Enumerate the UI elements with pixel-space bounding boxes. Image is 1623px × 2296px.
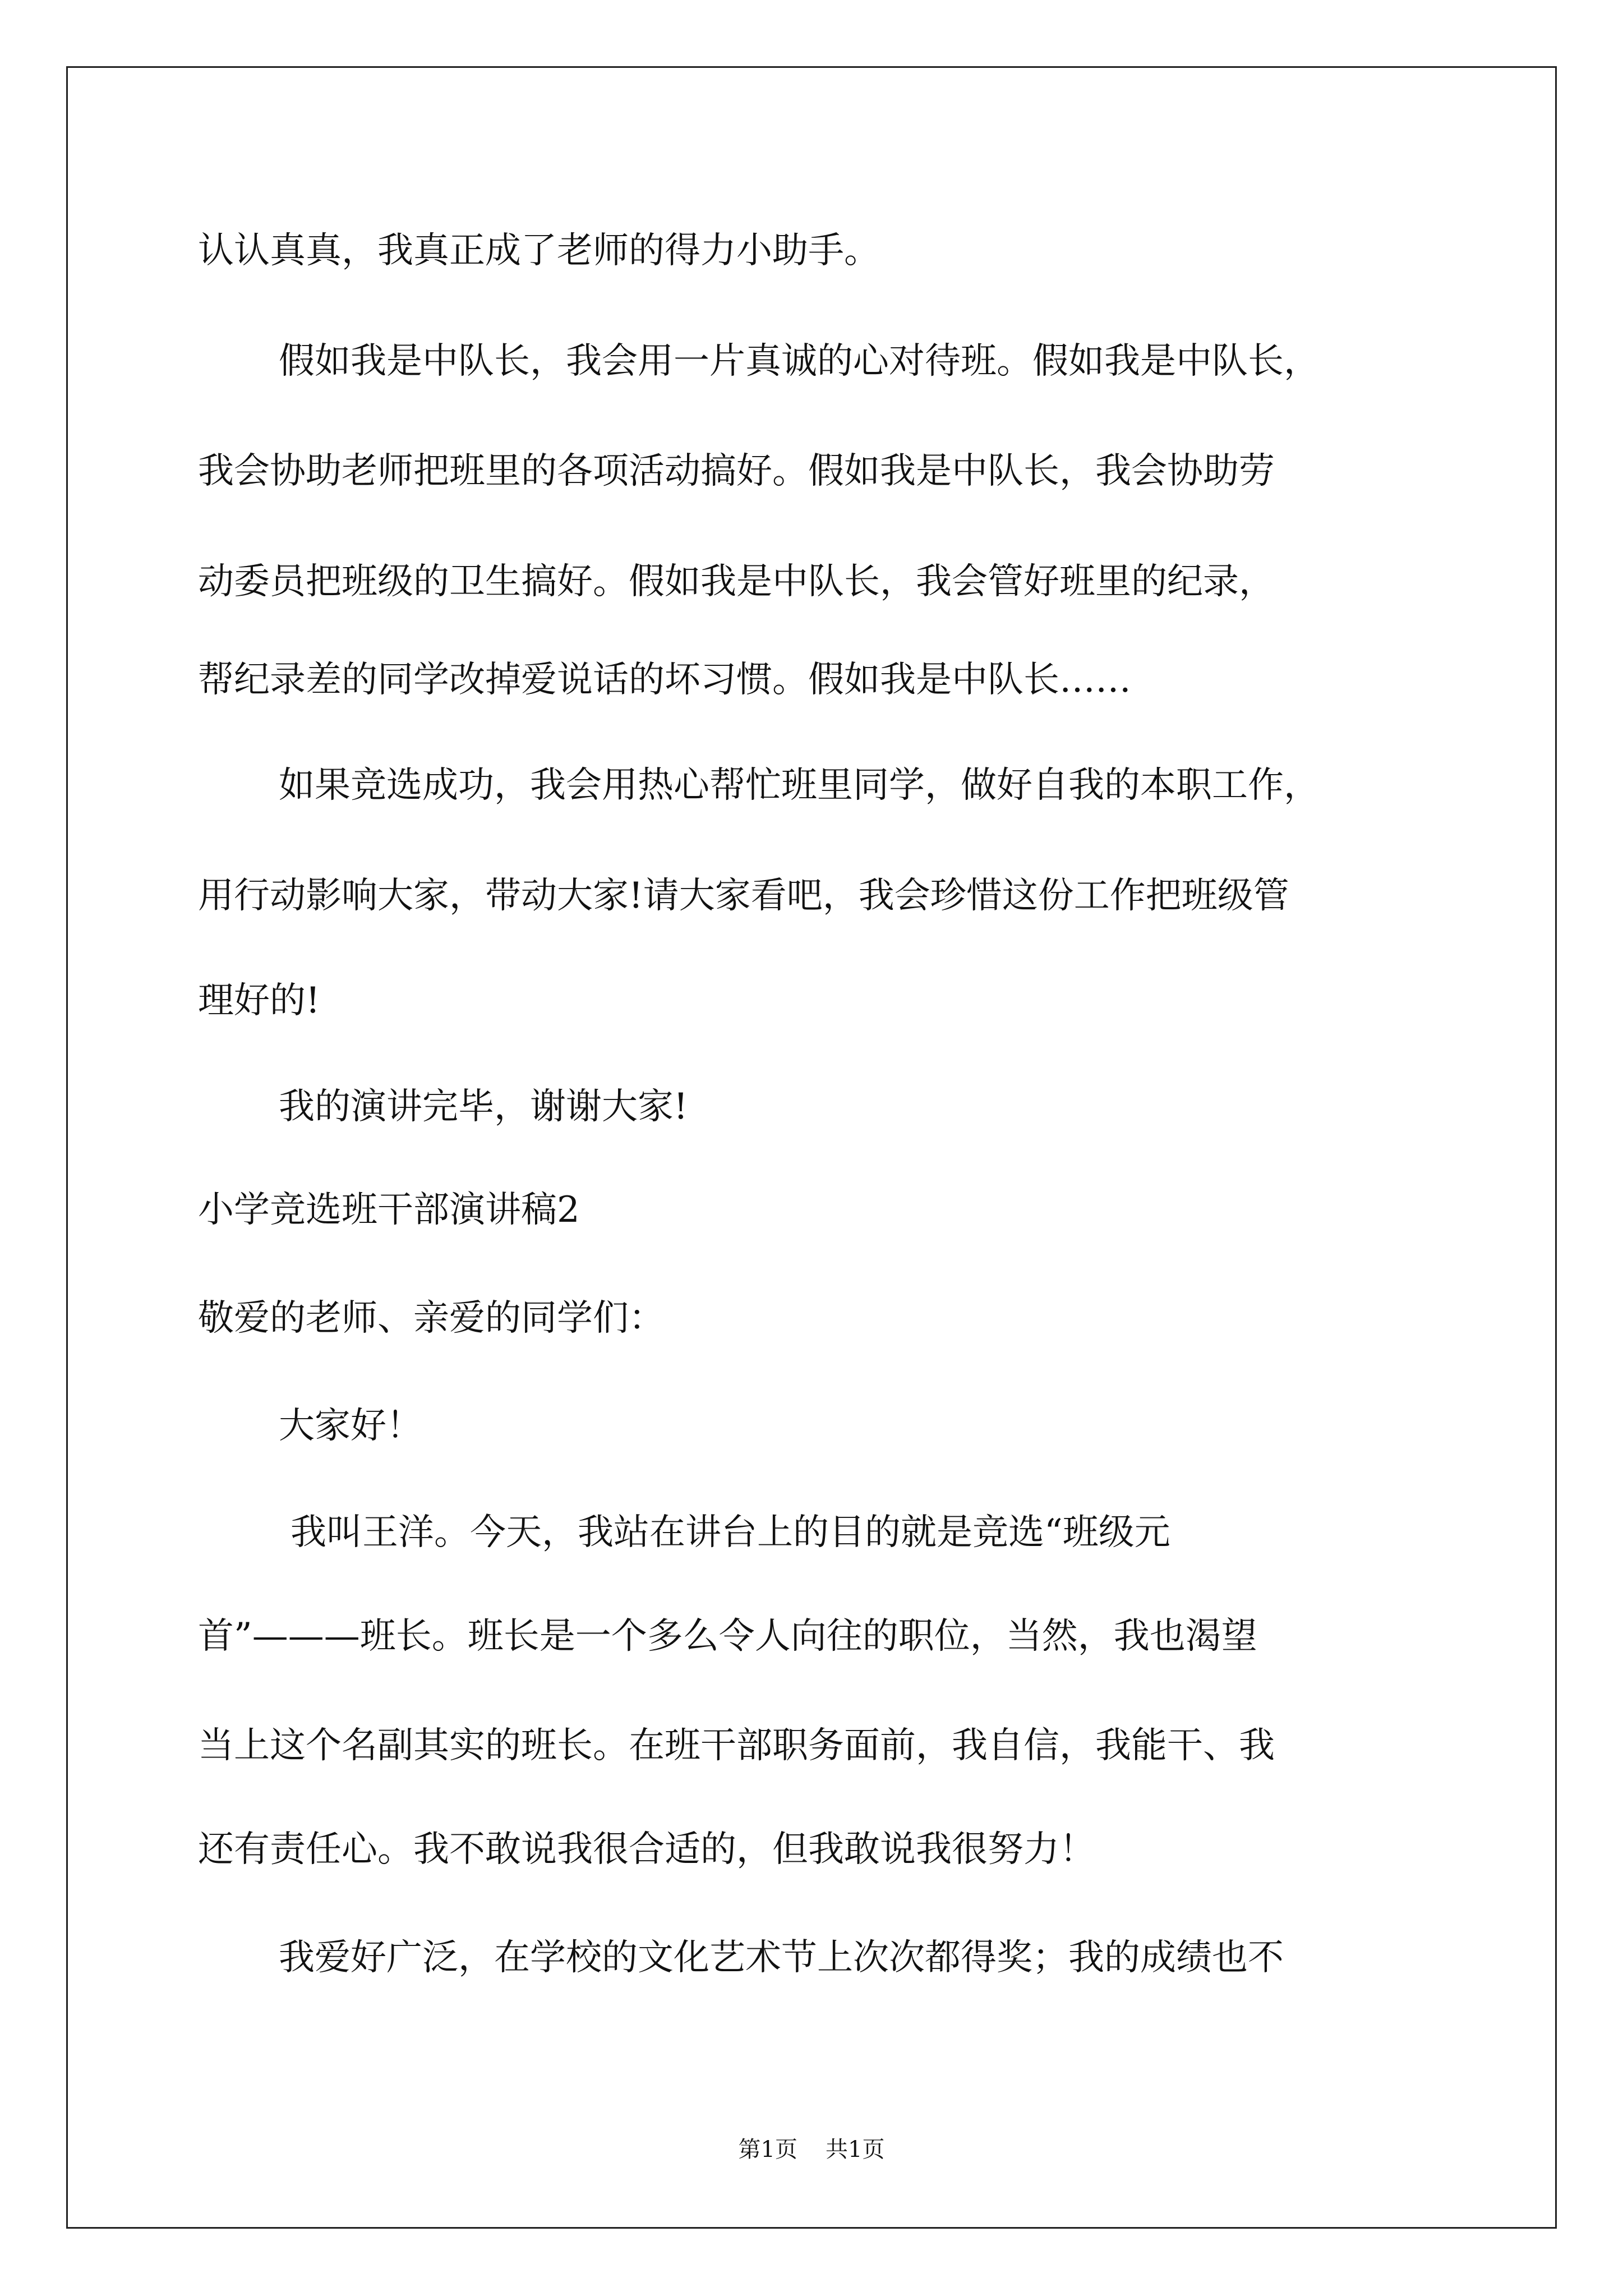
paragraph-line: 当上这个名副其实的班长。在班干部职务面前，我自信，我能干、我: [198, 1725, 1275, 1766]
paragraph-line: 我爱好广泛，在学校的文化艺术节上次次都得奖；我的成绩也不: [279, 1937, 1284, 1978]
paragraph-line: 动委员把班级的卫生搞好。假如我是中队长，我会管好班里的纪录，: [198, 561, 1275, 602]
paragraph-line: 还有责任心。我不敢说我很合适的，但我敢说我很努力！: [198, 1829, 1095, 1870]
greeting: 大家好！: [279, 1405, 422, 1447]
paragraph-line: 我的演讲完毕，谢谢大家!: [279, 1086, 688, 1128]
paragraph-line: 假如我是中队长，我会用一片真诚的心对待班。假如我是中队长，: [279, 341, 1320, 382]
paragraph-line: 首”———班长。班长是一个多么令人向往的职位，当然，我也渴望: [198, 1616, 1257, 1657]
page-total: 共1页: [826, 2137, 885, 2162]
section-heading: 小学竞选班干部演讲稿2: [198, 1189, 580, 1231]
paragraph-line: 帮纪录差的同学改掉爱说话的坏习惯。假如我是中队长……: [198, 659, 1131, 701]
paragraph-line: 理好的!: [198, 980, 320, 1022]
page-number: 第1页: [738, 2137, 797, 2162]
salutation: 敬爱的老师、亲爱的同学们：: [198, 1297, 665, 1339]
page-footer: [0, 2132, 1623, 2164]
paragraph-line: 认认真真，我真正成了老师的得力小助手。: [198, 230, 880, 272]
paragraph-line: 用行动影响大家，带动大家!请大家看吧，我会珍惜这份工作把班级管: [198, 875, 1289, 917]
page-border: [66, 66, 1557, 2229]
paragraph-line: 我叫王洋。今天，我站在讲台上的目的就是竞选“班级元: [291, 1512, 1170, 1553]
paragraph-line: 我会协助老师把班里的各项活动搞好。假如我是中队长，我会协助劳: [198, 450, 1275, 492]
paragraph-line: 如果竞选成功，我会用热心帮忙班里同学，做好自我的本职工作，: [279, 765, 1320, 806]
